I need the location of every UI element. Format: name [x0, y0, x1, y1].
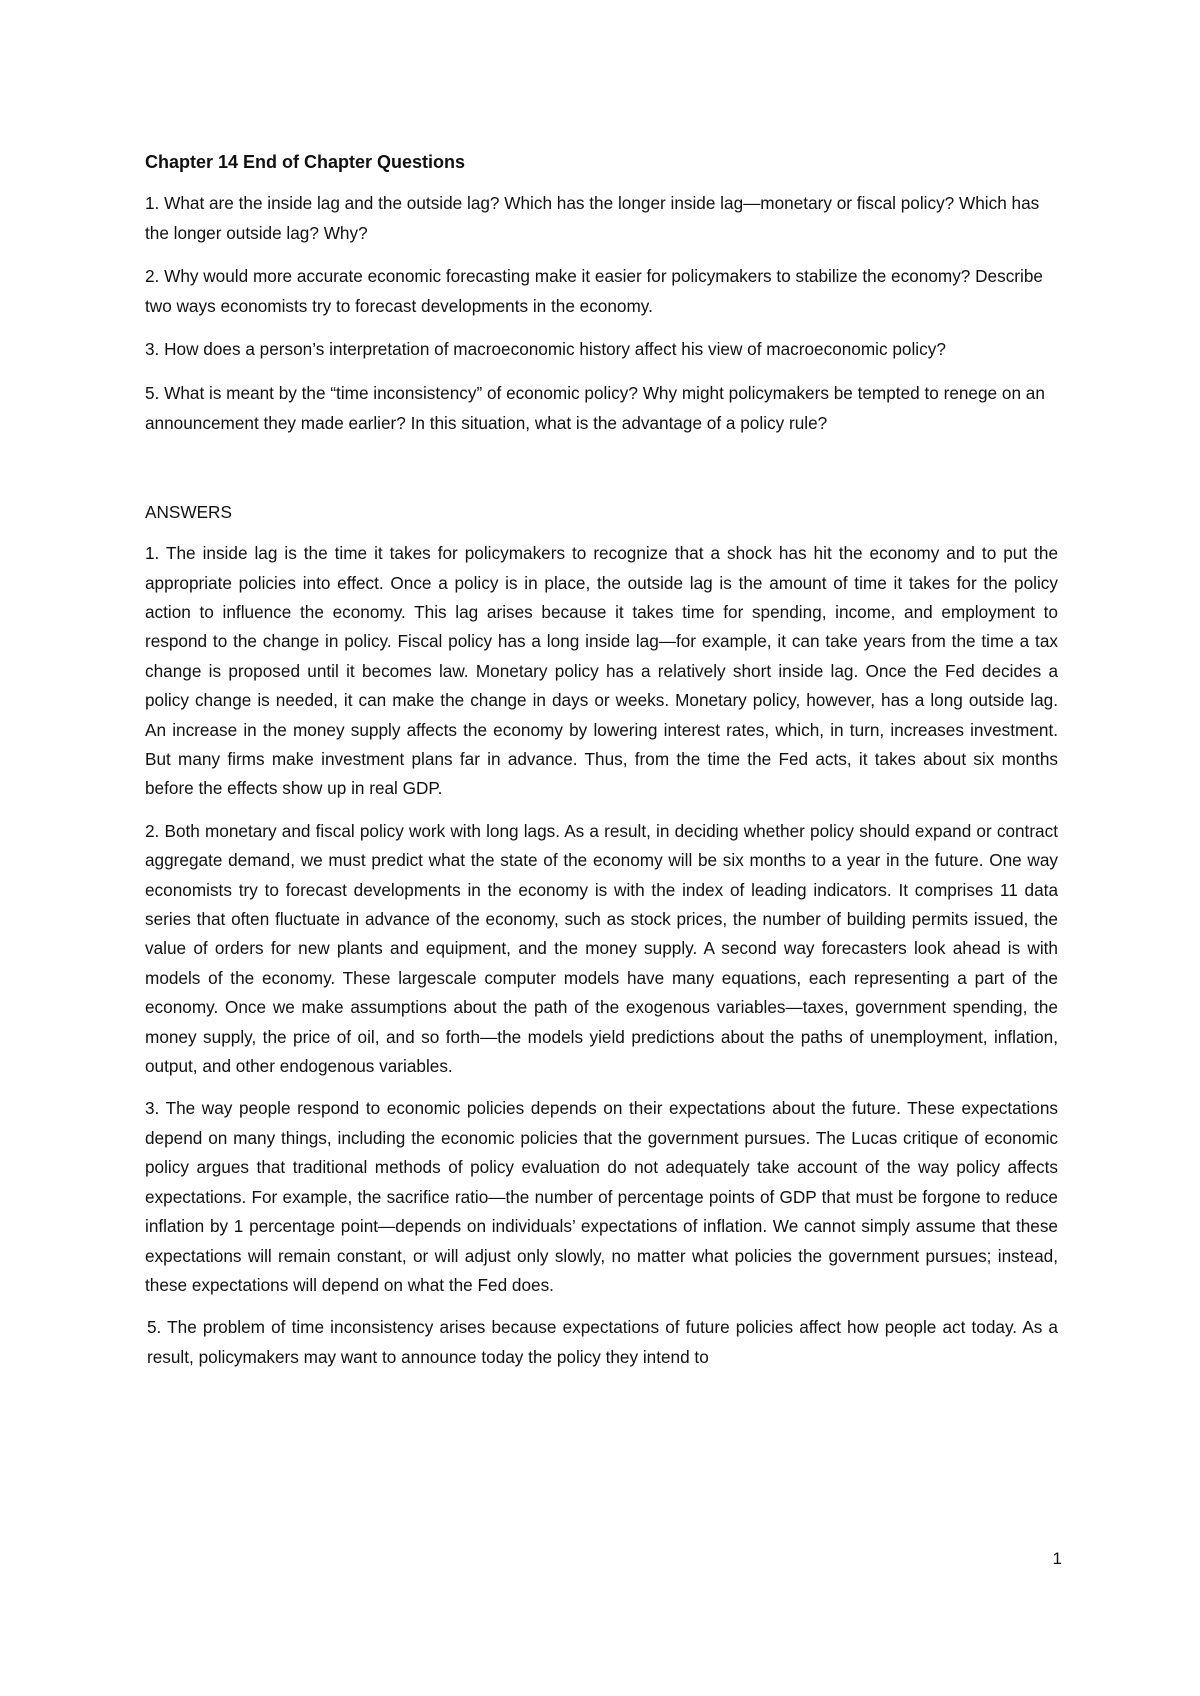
answer-2: 2. Both monetary and fiscal policy work with long lags. As a result, in deciding whether policy should expand or contract aggregate demand, we must predict what the state of the economy will be six months to a year in the future. One way economists try to forecast developments in the economy is with the index of leading indicators. It comprises 11 data series that often fluctuate in advance of the economy, such as stock prices, the number of building permits issued, the value of orders for new plants and equipment, and the money supply. A second way forecasters look ahead is with models of the economy. These largescale computer models have many equations, each representing a part of the economy. Once we make assumptions about the path of the exogenous variables—taxes, government spending, the money supply, the price of oil, and so forth—the models yield predictions about the paths of unemployment, inflation, output, and other endogenous variables. [145, 820, 1058, 1077]
answer-1: 1. The inside lag is the time it takes for policymakers to recognize that a shock has hit the economy and to put the appropriate policies into effect. Once a policy is in place, the outside lag is the amount of time it takes for the policy action to influence the economy. This lag arises because it takes time for spending, income, and employment to respond to the change in policy. Fiscal policy has a long inside lag—for example, it can take years from the time a tax change is proposed until it becomes law. Monetary policy has a relatively short inside lag. Once the Fed decides a policy change is needed, it can make the change in days or weeks. Monetary policy, however, has a long outside lag. An increase in the money supply affects the economy by lowering interest rates, which, in turn, increases investment. But many firms make investment plans far in advance. Thus, from the time the Fed acts, it takes about six months before the effects show up in real GDP. [145, 543, 1058, 799]
page-number: 1 [1052, 1549, 1062, 1568]
question-3: 3. How does a person’s interpretation of macroeconomic history affect his view of macroeconomic policy? [145, 339, 946, 360]
question-1: 1. What are the inside lag and the outside lag? Which has the longer inside lag—monetary or fiscal policy? Which has the longer outside lag? Why? [145, 193, 1040, 243]
answers-heading: ANSWERS [145, 502, 232, 523]
question-2: 2. Why would more accurate economic forecasting make it easier for policymakers to stabilize the economy? Describe two ways economists try to forecast developments in the economy. [145, 266, 1043, 316]
document-title: Chapter 14 End of Chapter Questions [145, 152, 466, 172]
answer-5: 5. The problem of time inconsistency arises because expectations of future policies affect how people act today. As a result, policymakers may want to announce today the policy they intend to [147, 1317, 1058, 1367]
question-5: 5. What is meant by the “time inconsistency” of economic policy? Why might policymakers be tempted to renege on an announcement they made earlier? In this situation, what is the advantage of a policy rule? [145, 382, 1045, 433]
answer-3: 3. The way people respond to economic policies depends on their expectations about the future. These expectations depend on many things, including the economic policies that the government pursues. The Lucas critique of economic policy argues that traditional methods of policy evaluation do not adequately take account of the way policy affects expectations. For example, the sacrifice ratio—the number of percentage points of GDP that must be forgone to reduce inflation by 1 percentage point—depends on individuals’ expectations of inflation. We cannot simply assume that these expectations will remain constant, or will adjust only slowly, no matter what policies the government pursues; instead, these expectations will depend on what the Fed does. [145, 1098, 1058, 1295]
